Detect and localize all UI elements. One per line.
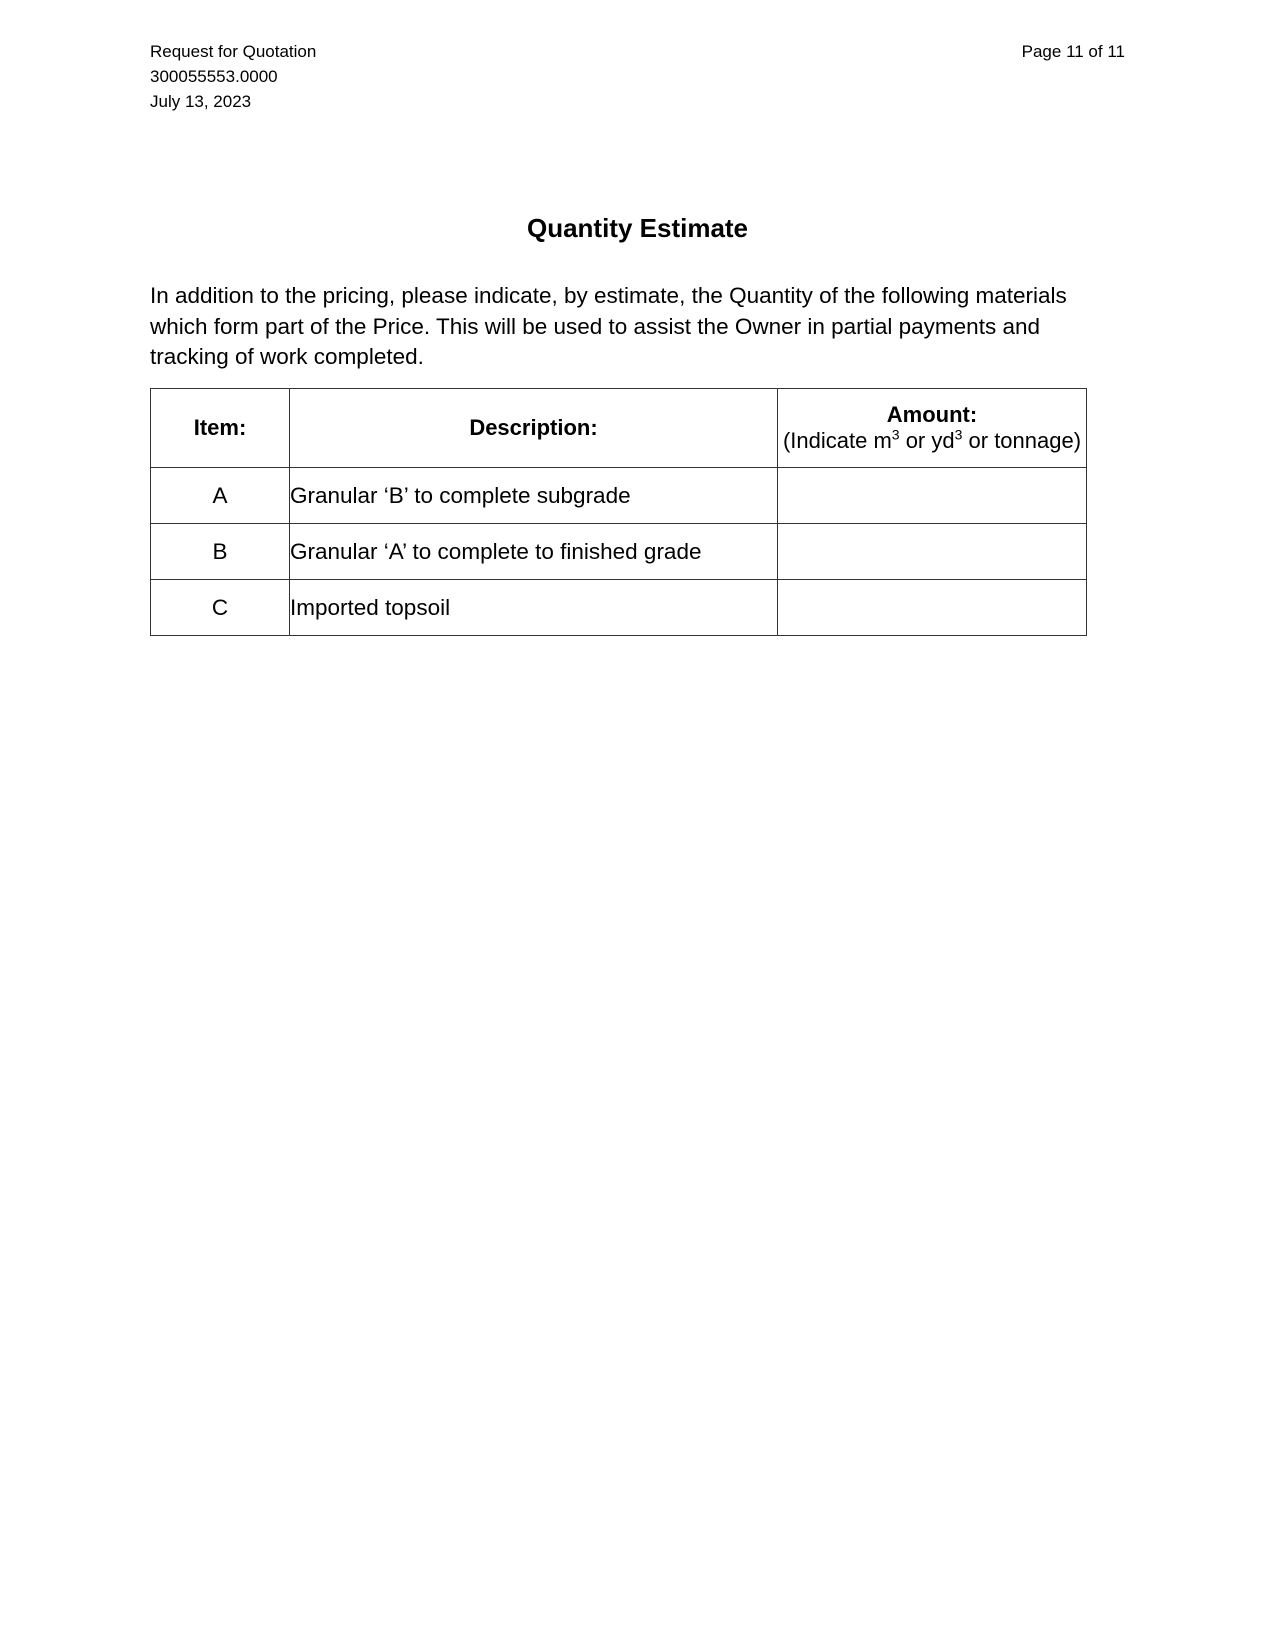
- page-number: Page 11 of 11: [1021, 42, 1125, 61]
- description-cell: Imported topsoil: [290, 580, 778, 636]
- amount-column-header: [778, 389, 1087, 468]
- amount-cell[interactable]: [778, 580, 1087, 636]
- item-column-header: Item:: [151, 389, 290, 468]
- item-cell: B: [151, 524, 290, 580]
- description-cell: Granular ‘A’ to complete to finished grade: [290, 524, 778, 580]
- page-title: Quantity Estimate: [526, 213, 749, 243]
- table-row: [151, 524, 1087, 580]
- quantity-table: [150, 388, 1087, 636]
- intro-paragraph: In addition to the pricing, please indicate, by estimate, the Quantity of the following materials which form part of the Price. This will be used to assist the Owner in partial payments and tracking of work completed.: [150, 283, 1067, 369]
- item-cell: A: [151, 468, 290, 524]
- description-column-header: Description:: [290, 389, 778, 468]
- doc-number: 300055553.0000: [150, 67, 278, 86]
- table-row: [151, 580, 1087, 636]
- document-header: [150, 39, 316, 114]
- table-header-row: [151, 389, 1087, 468]
- item-cell: C: [151, 580, 290, 636]
- table-row: [151, 468, 1087, 524]
- doc-date: July 13, 2023: [150, 92, 252, 111]
- amount-cell[interactable]: [778, 468, 1087, 524]
- description-cell: Granular ‘B’ to complete subgrade: [290, 468, 778, 524]
- amount-cell[interactable]: [778, 524, 1087, 580]
- amount-note: (Indicate $m^3$ or $yd^3$ or tonnage): [782, 426, 1082, 453]
- doc-type: Request for Quotation: [150, 42, 317, 61]
- amount-title: Amount:: [886, 402, 978, 427]
